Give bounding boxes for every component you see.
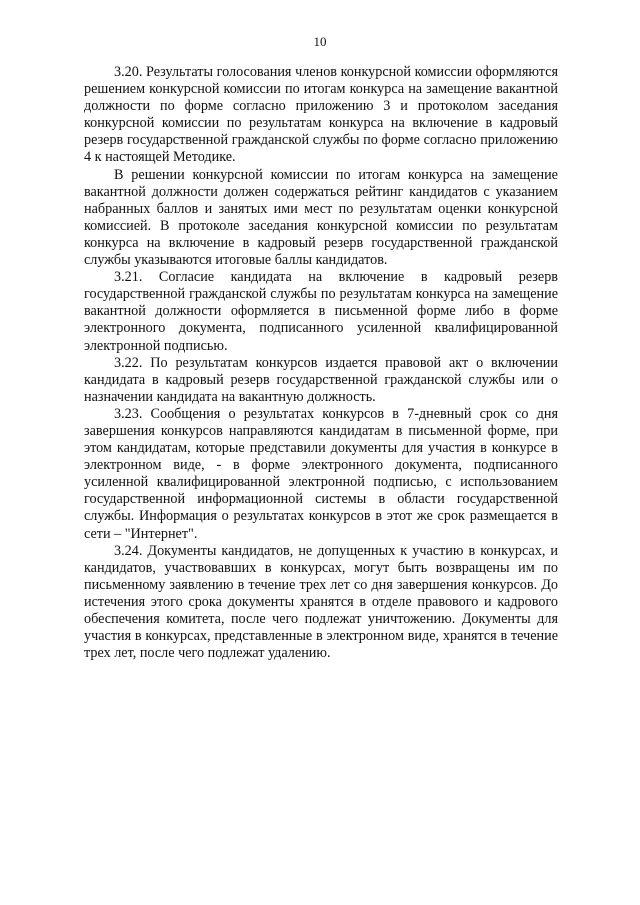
paragraph-3-22: 3.22. По результатам конкурсов издается правовой акт о включении кандидата в кадровый резерв государственной гражданской службы или о назначении кандидата на вакантную должность.: [84, 354, 558, 405]
paragraph-3-24: 3.24. Документы кандидатов, не допущенных к участию в конкурсах, и кандидатов, участвовавших в конкурсах, могут быть возвращены им по письменному заявлению в течение трех лет со дня завершения конкурсов. До истечения этого срока документы хранятся в отделе правового и кадрового обеспечения комитета, после чего подлежат уничтожению. Документы для участия в конкурсах, представленные в электронном виде, хранятся в течение трех лет, после чего подлежат удалению.: [84, 542, 558, 662]
document-body: [84, 64, 558, 662]
paragraph-rating: В решении конкурсной комиссии по итогам конкурса на замещение вакантной должности должен содержаться рейтинг кандидатов с указанием набранных баллов и занятых ими мест по результатам оценки конкурсной комиссией. В протоколе заседания конкурсной комиссии по результатам конкурса на включение в кадровый резерв государственной гражданской службы указываются итоговые баллы кандидатов.: [84, 166, 558, 269]
paragraph-3-20: 3.20. Результаты голосования членов конкурсной комиссии оформляются решением конкурсной комиссии по итогам конкурса на замещение вакантной должности по форме согласно приложению 3 и протоколом заседания конкурсной комиссии по результатам конкурса на включение в кадровый резерв государственной гражданской службы по форме согласно приложению 4 к настоящей Методике.: [84, 64, 558, 166]
paragraph-3-23: 3.23. Сообщения о результатах конкурсов в 7-дневный срок со дня завершения конкурсов направляются кандидатам в письменной форме, при этом кандидатам, которые представили документы для участия в конкурсе в электронном виде, - в форме электронного документа, подписанного усиленной квалифицированной электронной подписью, с использованием государственной информационной системы в области государственной службы. Информация о результатах конкурсов в этот же срок размещается в сети – "Интернет".: [84, 405, 558, 542]
paragraph-3-21: 3.21. Согласие кандидата на включение в кадровый резерв государственной гражданской службы по результатам конкурса на замещение вакантной должности оформляется в письменной форме либо в форме электронного документа, подписанного усиленной квалифицированной электронной подписью.: [84, 269, 558, 354]
page-number: 10: [313, 34, 327, 49]
